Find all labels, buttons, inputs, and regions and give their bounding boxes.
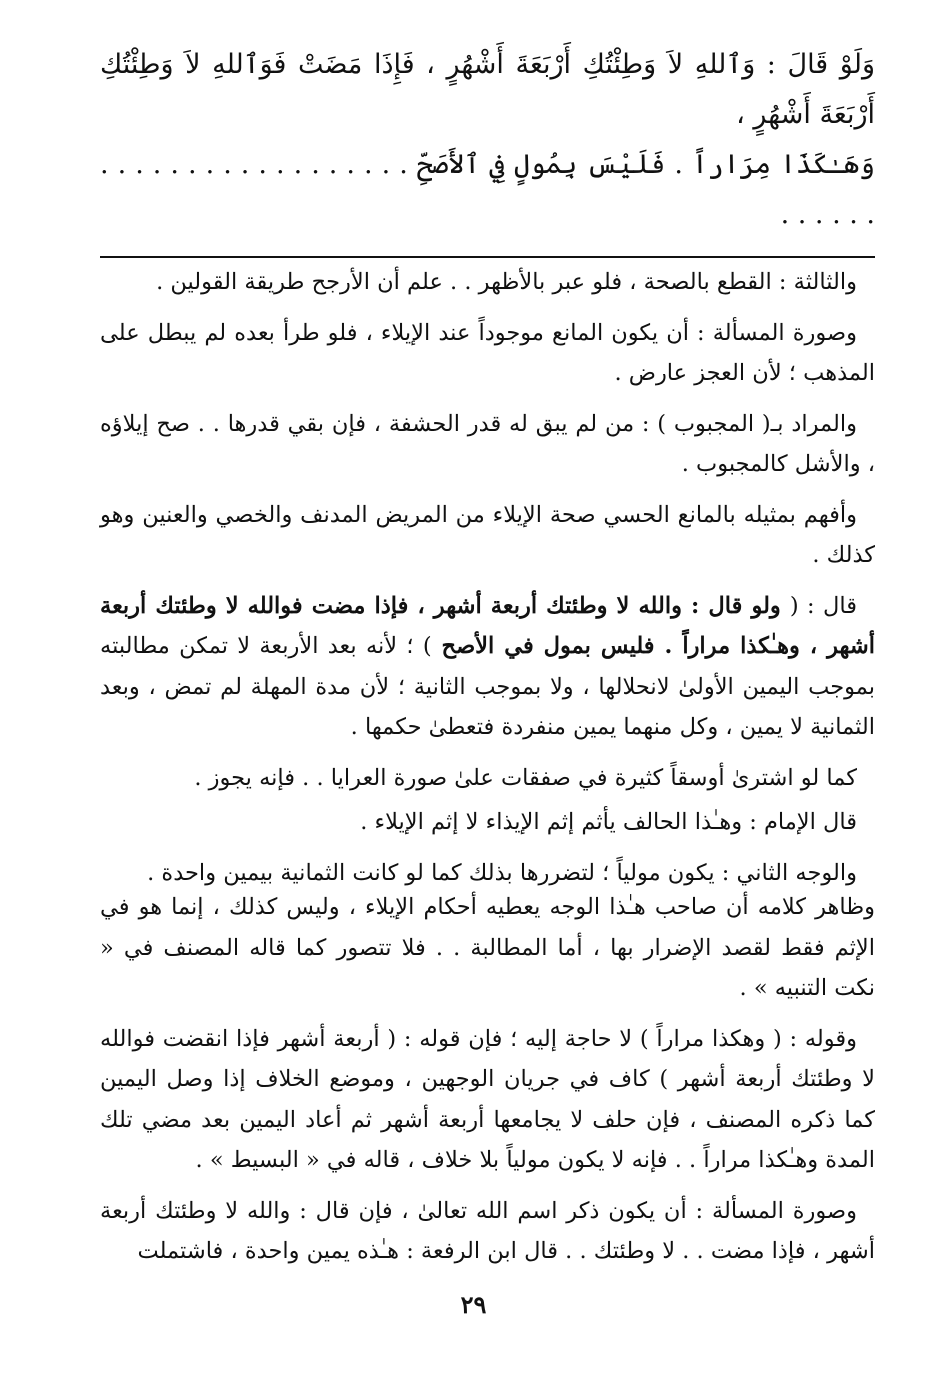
matn-line-2-text: وَهَـٰكَذَا مِرَاراً . فَلَيْسَ بِمُولٍ فِي ٱلأَصَحِّ (416, 149, 876, 180)
matn-text (100, 40, 875, 240)
paragraph: وأفهم بمثيله بالمانع الحسي صحة الإيلاء من المريض المدنف والخصي والعنين وهو كذلك . (100, 501, 875, 568)
quote-open: قال : ( (789, 592, 857, 619)
paragraph: وظاهر كلامه أن صاحب هـٰذا الوجه يعطيه أحكام الإيلاء ، وليس كذلك ، إنما هو في الإثم فقط لقصد الإضرار بها ، أما المطالبة . . فلا تتصور كما قاله المصنف في « نكت التنبيه » . (100, 894, 875, 1001)
page-number: ٢٩ (460, 1290, 487, 1319)
commentary-text (100, 262, 875, 1272)
paragraph: وقوله : ( وهكذا مراراً ) لا حاجة إليه ؛ فإن قوله : ( أربعة أشهر فإذا انقضت فوالله لا وطئتك أربعة أشهر ) كاف في جريان الوجهين ، وموضع الخلاف إذا وصل اليمين كما ذكره المصنف ، فإن حلف لا يجامعها أربعة أشهر ثم أعاد اليمين بعد مضي تلك المدة وهـٰكذا مراراً . . فإنه لا يكون مولياً بلا خلاف ، قاله في « البسيط » . (100, 1025, 875, 1173)
page-content (100, 40, 875, 1282)
paragraph-quote (100, 586, 875, 748)
paragraph: كما لو اشترىٰ أوسقاً كثيرة في صفقات علىٰ صورة العرايا . . فإنه يجوز . (194, 764, 857, 791)
quoted-matn: ولو قال : والله لا وطئتك أربعة أشهر ، فإذا مضت فوالله لا وطئتك أربعة أشهر ، وهـٰكذا مراراً . فليس بمول في الأصح (100, 592, 875, 659)
paragraph: والوجه الثاني : يكون مولياً ؛ لتضررها بذلك كما لو كانت الثمانية بيمين واحدة . (147, 859, 857, 886)
paragraph: وصورة المسألة : أن يكون ذكر اسم الله تعالىٰ ، فإن قال : والله لا وطئتك أربعة أشهر ، فإذا مضت . . لا وطئتك . . قال ابن الرفعة : هـٰذه يمين واحدة ، فاشتملت (100, 1197, 875, 1264)
paragraph: وصورة المسألة : أن يكون المانع موجوداً عند الإيلاء ، فلو طرأ بعده لم يبطل على المذهب ؛ لأن العجز عارض . (100, 319, 875, 386)
separator-rule (100, 256, 875, 258)
matn-line-2 (100, 140, 875, 240)
quote-rest: ) ؛ لأنه بعد الأربعة لا تمكن مطالبته بموجب اليمين الأولىٰ لانحلالها ، ولا بموجب الثانية ؛ لأن مدة المهلة لم تمض ، وبعد الثمانية لا يمين ، وكل منهما يمين منفردة فتعطىٰ حكمها . (100, 633, 875, 740)
matn-line-1: وَلَوْ قَالَ : وَٱللهِ لاَ وَطِئْتُكِ أَرْبَعَةَ أَشْهُرٍ ، فَإِذَا مَضَتْ فَوَٱللهِ لاَ وَطِئْتُكِ أَرْبَعَةَ أَشْهُرٍ ، (100, 49, 875, 130)
paragraph: والثالثة : القطع بالصحة ، فلو عبر بالأظهر . . علم أن الأرجح طريقة القولين . (156, 269, 857, 295)
paragraph: قال الإمام : وهـٰذا الحالف يأثم إثم الإيذاء لا إثم الإيلاء . (360, 809, 857, 835)
matn-dots: . . . . . . . . . . . . . . . . . . . . . . . . (100, 149, 875, 230)
paragraph: والمراد بـ( المجبوب ) : من لم يبق له قدر الحشفة ، فإن بقي قدرها . . صح إيلاؤه ، والأشل كالمجبوب . (100, 410, 875, 477)
